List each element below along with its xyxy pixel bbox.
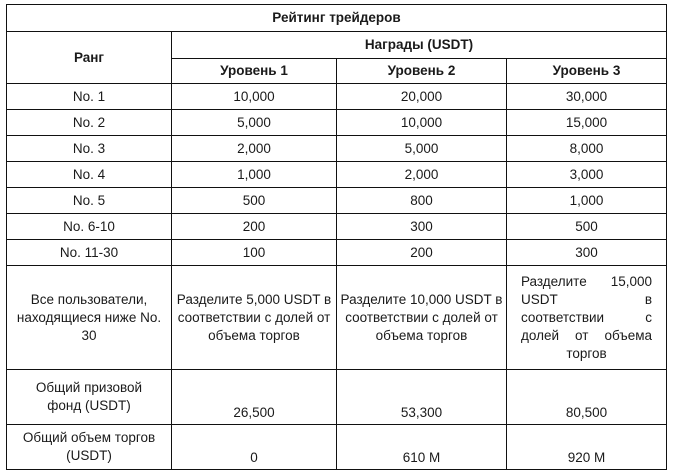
share-cell: Разделите 5,000 USDT в соответствии с долей от объема торгов [172,266,337,370]
reward-cell: 200 [337,240,507,266]
reward-cell: 1,000 [172,162,337,188]
rank-header: Ранг [7,32,172,84]
reward-cell: 5,000 [337,136,507,162]
table-row [7,136,667,162]
table-row [7,162,667,188]
table-row [7,266,667,370]
trader-ranking-table [6,4,667,470]
table-row [7,370,667,425]
reward-cell: 1,000 [507,188,667,214]
reward-cell: 10,000 [337,110,507,136]
rank-cell: Все пользователи, находящиеся ниже No. 30 [7,266,172,370]
reward-cell: 2,000 [337,162,507,188]
table-row [7,425,667,470]
reward-cell: 500 [507,214,667,240]
reward-cell: 5,000 [172,110,337,136]
reward-cell: 10,000 [172,84,337,110]
table-row [7,240,667,266]
rewards-header: Награды (USDT) [172,32,667,59]
reward-cell: 300 [507,240,667,266]
total-volume-cell: 0 [172,425,337,470]
level-2-header: Уровень 2 [337,59,507,84]
table-row [7,188,667,214]
rank-cell: No. 2 [7,110,172,136]
prize-pool-label: Общий призовой фонд (USDT) [7,370,172,425]
level-1-header: Уровень 1 [172,59,337,84]
rank-cell: No. 3 [7,136,172,162]
table-row [7,84,667,110]
reward-cell: 200 [172,214,337,240]
total-volume-label: Общий объем торгов (USDT) [7,425,172,470]
prize-pool-cell: 53,300 [337,370,507,425]
reward-cell: 30,000 [507,84,667,110]
reward-cell: 100 [172,240,337,266]
reward-cell: 2,000 [172,136,337,162]
table-row [7,110,667,136]
share-cell: Разделите 10,000 USDT в соответствии с долей от объема торгов [337,266,507,370]
reward-cell: 3,000 [507,162,667,188]
reward-cell: 300 [337,214,507,240]
rank-cell: No. 1 [7,84,172,110]
reward-cell: 8,000 [507,136,667,162]
level-3-header: Уровень 3 [507,59,667,84]
reward-cell: 20,000 [337,84,507,110]
table-row [7,214,667,240]
prize-pool-cell: 80,500 [507,370,667,425]
total-volume-cell: 610 M [337,425,507,470]
total-volume-cell: 920 M [507,425,667,470]
rank-cell: No. 6-10 [7,214,172,240]
prize-pool-cell: 26,500 [172,370,337,425]
share-cell: Разделите 15,000 USDT в соответствии с долей от объема торгов [507,266,667,370]
reward-cell: 15,000 [507,110,667,136]
rank-cell: No. 4 [7,162,172,188]
rank-cell: No. 11-30 [7,240,172,266]
rank-cell: No. 5 [7,188,172,214]
reward-cell: 500 [172,188,337,214]
reward-cell: 800 [337,188,507,214]
table-title: Рейтинг трейдеров [7,5,667,32]
